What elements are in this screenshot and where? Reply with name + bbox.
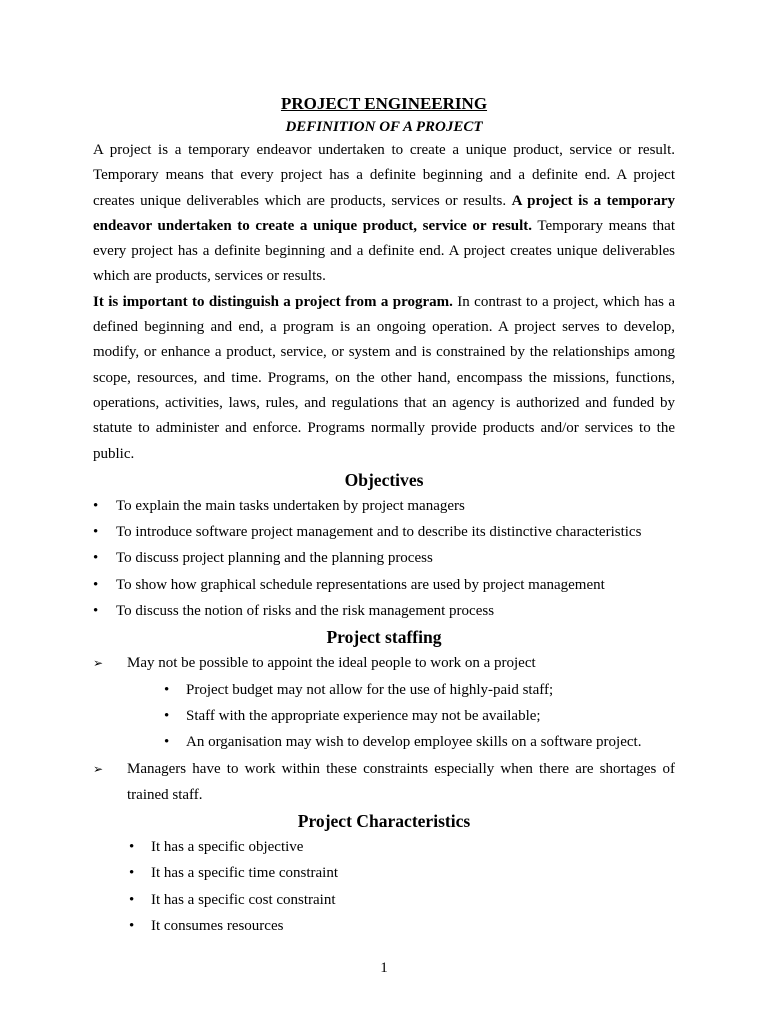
list-item: • It has a specific cost constraint: [93, 887, 675, 913]
objectives-heading: Objectives: [344, 469, 424, 490]
list-item: • To explain the main tasks undertaken by project managers: [93, 493, 675, 519]
list-item: [93, 650, 675, 676]
list-item: • Project budget may not allow for the use of highly-paid staff;: [93, 677, 675, 703]
list-item: • To show how graphical schedule representations are used by project management: [93, 572, 675, 598]
definition-paragraph: [93, 138, 675, 290]
list-item: [93, 756, 675, 809]
program-paragraph: [93, 290, 675, 467]
definition-text-2: Temporary means that every project has a definite beginning and a definite end. A project creates unique deliverables which are products, services or results.: [93, 217, 675, 285]
list-item: • It consumes resources: [93, 913, 675, 939]
definition-bold-text: A project is a temporary endeavor undertaken to create a unique product, service or result.: [93, 192, 675, 234]
definition-text-1: A project is a temporary endeavor undertaken to create a unique product, service or result. Temporary means that every project has a definite beginning and a definite end. A project creates unique deliverables which are products, services or results.: [93, 142, 675, 209]
list-item: • To introduce software project management and to describe its distinctive characteristics: [93, 519, 675, 545]
arrow-bullet-icon: ➢: [93, 656, 104, 671]
list-item: • To discuss the notion of risks and the risk management process: [93, 598, 675, 624]
staffing-point-2: Managers have to work within these constraints especially when there are shortages of trained staff.: [127, 760, 675, 803]
staffing-list: [93, 650, 675, 676]
program-bold-text: It is important to distinguish a project from a program.: [93, 293, 453, 310]
characteristics-list: [93, 834, 675, 939]
list-item: • An organisation may wish to develop employee skills on a software project.: [93, 729, 675, 755]
staffing-sublist: [93, 677, 675, 756]
staffing-point-1: May not be possible to appoint the ideal people to work on a project: [127, 655, 536, 672]
list-item: • It has a specific time constraint: [93, 860, 675, 886]
objectives-list: [93, 493, 675, 624]
section-subtitle: DEFINITION OF A PROJECT: [285, 119, 483, 135]
list-item: • To discuss project planning and the planning process: [93, 545, 675, 571]
arrow-bullet-icon: ➢: [93, 761, 104, 776]
list-item: • Staff with the appropriate experience may not be available;: [93, 703, 675, 729]
characteristics-heading: Project Characteristics: [297, 811, 471, 832]
staffing-heading: Project staffing: [326, 627, 442, 648]
page-number: 1: [380, 960, 388, 976]
list-item: • It has a specific objective: [93, 834, 675, 860]
program-text: In contrast to a project, which has a defined beginning and end, a program is an ongoing operation. A project serves to develop, modify, or enhance a product, service, or system and is constrained by the relationships among scope, resources, and time. Programs, on the other hand, encompass the missions, functions, operations, activities, laws, rules, and regulations that an agency is authorized and funded by statute to administer and enforce. Programs normally provide products and/or services to the public.: [93, 293, 675, 462]
staffing-list-2: [93, 756, 675, 809]
page-title: PROJECT ENGINEERING: [280, 94, 488, 113]
